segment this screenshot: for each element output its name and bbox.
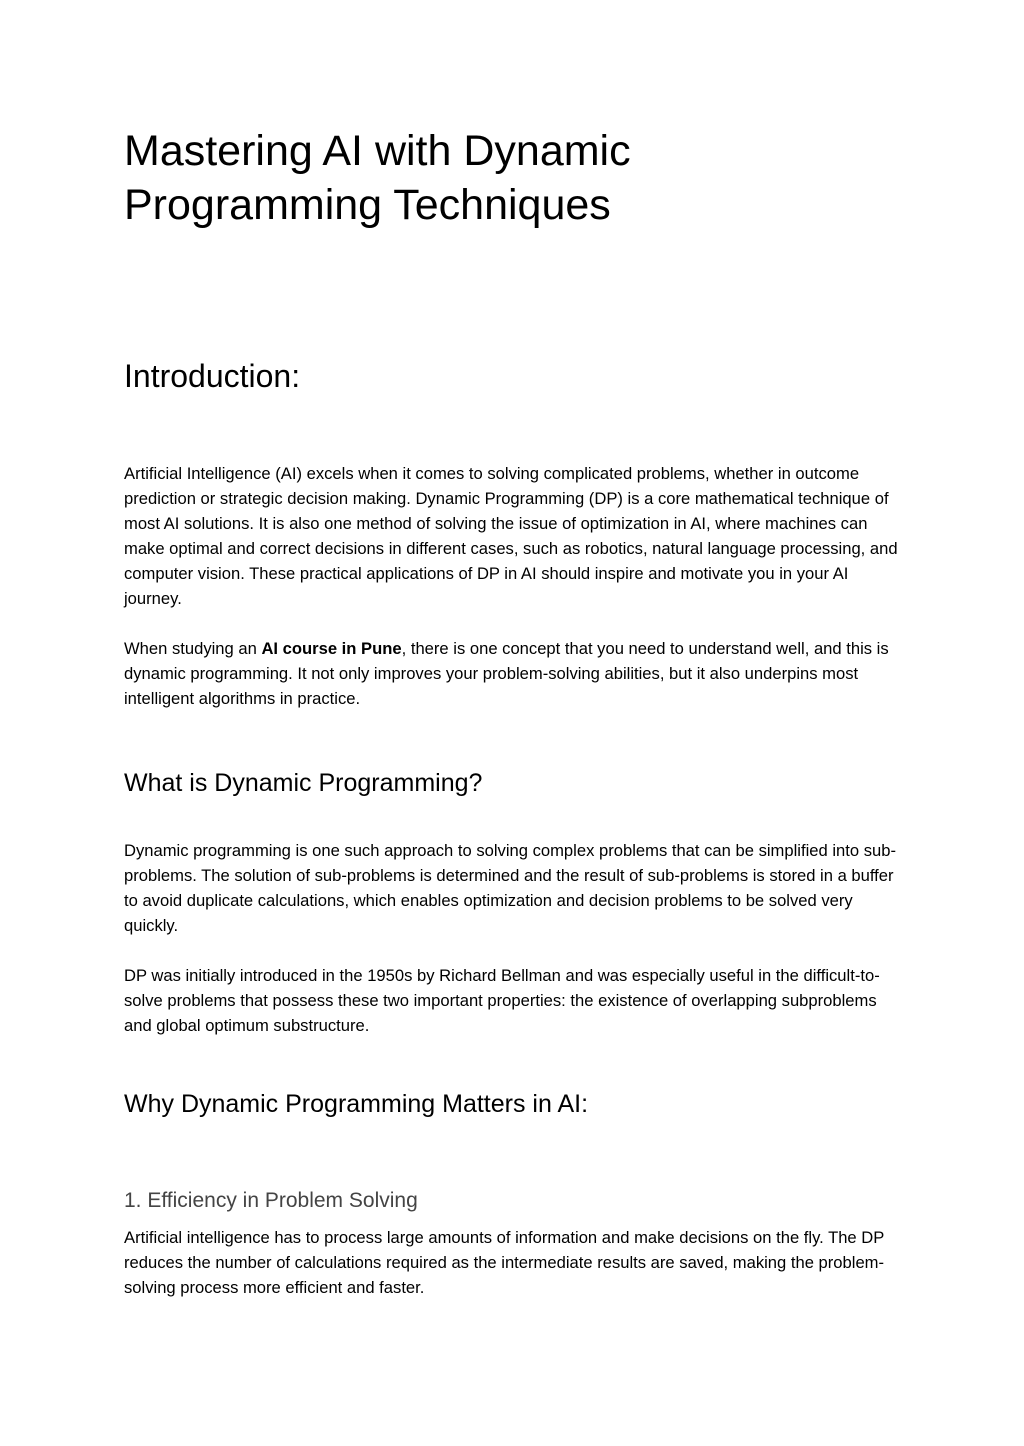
introduction-heading: Introduction: <box>124 358 301 394</box>
what-paragraph-2: DP was initially introduced in the 1950s by Richard Bellman and was especially useful in the difficult-to-solve problems that possess these two important properties: the existence of overlapping subproblems and global optimum substructure. <box>124 966 880 1035</box>
ai-course-pune-highlight: AI course in Pune <box>261 639 402 658</box>
intro-paragraph-2-after: , there is one concept that you need to understand well, and this is dynamic programming. It not only improves your problem-solving abilities, but it also underpins most intelligent algorithms in practice. <box>124 639 889 708</box>
efficiency-paragraph: Artificial intelligence has to process large amounts of information and make decisions on the fly. The DP reduces the number of calculations required as the intermediate results are saved, making the problem-solving process more efficient and faster. <box>124 1228 885 1297</box>
intro-paragraph-1: Artificial Intelligence (AI) excels when it comes to solving complicated problems, whether in outcome prediction or strategic decision making. Dynamic Programming (DP) is a core mathematical technique of most AI solutions. It is also one method of solving the issue of optimization in AI, where machines can make optimal and correct decisions in different cases, such as robotics, natural language processing, and computer vision. These practical applications of DP in AI should inspire and motivate you in your AI journey. <box>124 464 898 608</box>
intro-paragraph-2 <box>124 636 904 711</box>
efficiency-subheading: 1. Efficiency in Problem Solving <box>124 1189 418 1212</box>
document-title: Mastering AI with Dynamic Programming Techniques <box>124 127 631 229</box>
why-dp-matters-heading: Why Dynamic Programming Matters in AI: <box>124 1090 589 1118</box>
intro-paragraph-2-before: When studying an <box>124 639 262 658</box>
what-paragraph-1: Dynamic programming is one such approach to solving complex problems that can be simplified into sub-problems. The solution of sub-problems is determined and the result of sub-problems is stored in a buffer to avoid duplicate calculations, which enables optimization and decision problems to be solved very quickly. <box>124 841 896 935</box>
what-is-dp-heading: What is Dynamic Programming? <box>124 769 483 797</box>
